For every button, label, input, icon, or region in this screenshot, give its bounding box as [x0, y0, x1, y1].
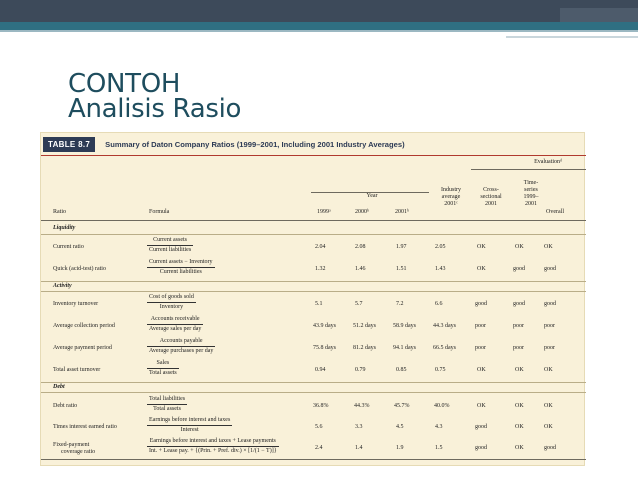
- header-overall: Overall: [546, 209, 564, 215]
- formula-denominator: Inventory: [159, 304, 184, 310]
- row-industry: 44.3 days: [433, 323, 456, 329]
- row-overall: poor: [544, 345, 555, 351]
- row-industry: 1.5: [435, 445, 443, 451]
- row-timeseries: OK: [515, 403, 524, 409]
- slide-title-line2: Analisis Rasio: [68, 94, 242, 124]
- row-industry: 40.0%: [434, 403, 450, 409]
- formula-denominator: Average sales per day: [149, 326, 202, 332]
- section-rule: [41, 291, 586, 292]
- row-ratio: Times interest earned ratio: [53, 424, 117, 430]
- formula-numerator: Earnings before interest and taxes + Lease payments: [149, 438, 276, 444]
- row-2000: 1.46: [355, 266, 366, 272]
- row-formula: [147, 417, 232, 434]
- row-1999: 0.94: [315, 367, 326, 373]
- formula-denominator: Int. + Lease pay. + {(Prin. + Pref. div.) × [1/(1 − T)]}: [149, 448, 277, 454]
- row-2001: 1.9: [396, 445, 404, 451]
- row-formula: [147, 294, 196, 311]
- section-rule: [41, 382, 586, 383]
- header-ts-3: 1999–: [523, 194, 539, 200]
- section-rule: [41, 392, 586, 393]
- section-liquidity: Liquidity: [53, 225, 76, 231]
- row-1999: 1.32: [315, 266, 326, 272]
- header-ratio: Ratio: [53, 209, 66, 215]
- row-2001: 1.51: [396, 266, 407, 272]
- row-2000: 81.2 days: [353, 345, 376, 351]
- top-bar: [0, 0, 638, 22]
- header-ts-2: series: [524, 187, 538, 193]
- row-overall: good: [544, 301, 556, 307]
- fraction-bar: [147, 245, 193, 246]
- section-debt: Debt: [53, 384, 65, 390]
- header-formula: Formula: [149, 209, 170, 215]
- row-1999: 5.1: [315, 301, 323, 307]
- row-overall: OK: [544, 244, 553, 250]
- formula-denominator: Total assets: [153, 406, 181, 412]
- row-1999: 2.04: [315, 244, 326, 250]
- formula-numerator: Earnings before interest and taxes: [149, 417, 231, 423]
- row-1999: 2.4: [315, 445, 323, 451]
- row-formula: [147, 338, 215, 355]
- row-ratio: Quick (acid-test) ratio: [53, 266, 106, 272]
- header-industry-1: Industry: [441, 187, 461, 193]
- fraction-bar: [147, 302, 196, 303]
- table-tag: TABLE 8.7: [43, 137, 95, 152]
- header-evaluation: Evaluationᵈ: [534, 159, 562, 165]
- row-ratio: Total asset turnover: [53, 367, 101, 373]
- slide-title: [68, 69, 242, 124]
- row-cross: good: [475, 424, 487, 430]
- fraction-bar: [147, 324, 203, 325]
- row-formula: [147, 438, 279, 455]
- row-formula: [147, 396, 187, 413]
- header-1999: 1999ᵃ: [317, 209, 331, 215]
- row-2000: 1.4: [355, 445, 363, 451]
- row-1999: 75.8 days: [313, 345, 336, 351]
- fraction-bar: [147, 404, 187, 405]
- row-ratio: Average payment period: [53, 345, 112, 351]
- row-1999: 36.8%: [313, 403, 329, 409]
- section-rule: [41, 281, 586, 282]
- formula-denominator: Current liabilities: [159, 269, 202, 275]
- row-2001: 4.5: [396, 424, 404, 430]
- header-2000: 2000ᵇ: [355, 209, 369, 215]
- divider-line-right: [506, 36, 638, 38]
- row-cross: OK: [477, 367, 486, 373]
- row-overall: OK: [544, 367, 553, 373]
- row-cross: OK: [477, 403, 486, 409]
- formula-numerator: Current assets − Inventory: [149, 259, 213, 265]
- row-timeseries: OK: [515, 367, 524, 373]
- row-ratio: Current ratio: [53, 244, 84, 250]
- header-ts-1: Time-: [523, 180, 539, 186]
- row-2000: 3.3: [355, 424, 363, 430]
- row-timeseries: good: [513, 301, 525, 307]
- row-formula: [147, 237, 193, 254]
- ratio-table-image: [40, 132, 585, 466]
- fraction-bar: [147, 446, 279, 447]
- header-top-rule: [41, 155, 586, 156]
- header-2001: 2001ᵇ: [395, 209, 409, 215]
- formula-numerator: Cost of goods sold: [149, 294, 194, 300]
- row-2001: 58.9 days: [393, 323, 416, 329]
- row-2000: 5.7: [355, 301, 363, 307]
- row-formula: [147, 259, 215, 276]
- row-overall: good: [544, 445, 556, 451]
- row-2001: 7.2: [396, 301, 404, 307]
- row-cross: good: [475, 301, 487, 307]
- evaluation-rule: [471, 169, 586, 170]
- formula-numerator: Total liabilities: [149, 396, 186, 402]
- row-2001: 94.1 days: [393, 345, 416, 351]
- formula-numerator: Accounts payable: [159, 338, 203, 344]
- header-ts-4: 2001: [525, 201, 537, 207]
- row-ratio: Debt ratio: [53, 403, 78, 409]
- row-timeseries: OK: [515, 244, 524, 250]
- row-timeseries: good: [513, 266, 525, 272]
- row-2001: 0.85: [396, 367, 407, 373]
- row-overall: good: [544, 266, 556, 272]
- row-cross: OK: [477, 266, 486, 272]
- row-ratio: Fixed-payment: [53, 442, 90, 448]
- top-bar-band: [0, 22, 638, 30]
- row-2001: 45.7%: [394, 403, 410, 409]
- divider-line: [0, 30, 638, 32]
- row-cross: OK: [477, 244, 486, 250]
- row-timeseries: OK: [515, 445, 524, 451]
- fraction-bar: [147, 346, 215, 347]
- section-activity: Activity: [53, 283, 72, 289]
- row-1999: 43.9 days: [313, 323, 336, 329]
- row-overall: poor: [544, 323, 555, 329]
- row-2000: 44.3%: [354, 403, 370, 409]
- row-ratio-cont: coverage ratio: [61, 449, 96, 455]
- header-industry-2: average: [441, 194, 461, 200]
- header-industry-3: 2001ᶜ: [444, 201, 458, 207]
- row-industry: 2.05: [435, 244, 446, 250]
- row-industry: 1.43: [435, 266, 446, 272]
- table-bottom-rule: [41, 459, 586, 460]
- header-cross-1: Cross-: [483, 187, 499, 193]
- row-2001: 1.97: [396, 244, 407, 250]
- row-1999: 5.6: [315, 424, 323, 430]
- slide-title-line1: CONTOH: [68, 69, 181, 99]
- row-formula: [147, 316, 203, 333]
- row-ratio: Average collection period: [53, 323, 115, 329]
- formula-denominator: Average purchases per day: [149, 348, 214, 354]
- row-ratio: Inventory turnover: [53, 301, 99, 307]
- formula-numerator: Current assets: [153, 237, 187, 243]
- row-cross: poor: [475, 345, 486, 351]
- formula-denominator: Interest: [180, 427, 199, 433]
- row-2000: 51.2 days: [353, 323, 376, 329]
- row-2000: 2.08: [355, 244, 366, 250]
- table-caption: [43, 136, 405, 152]
- formula-denominator: Current liabilities: [149, 247, 192, 253]
- row-industry: 66.5 days: [433, 345, 456, 351]
- fraction-bar: [147, 425, 232, 426]
- header-year: Year: [366, 193, 378, 199]
- row-overall: OK: [544, 424, 553, 430]
- row-industry: 0.75: [435, 367, 446, 373]
- row-timeseries: OK: [515, 424, 524, 430]
- formula-denominator: Total assets: [149, 370, 177, 376]
- row-formula: [147, 360, 179, 377]
- formula-numerator: Accounts receivable: [150, 316, 200, 322]
- section-rule: [41, 234, 586, 235]
- header-cross-3: 2001: [485, 201, 497, 207]
- row-overall: OK: [544, 403, 553, 409]
- row-industry: 4.3: [435, 424, 443, 430]
- top-bar-accent: [560, 8, 638, 22]
- fraction-bar: [147, 267, 215, 268]
- fraction-bar: [147, 368, 179, 369]
- row-cross: poor: [475, 323, 486, 329]
- header-cross-2: sectional: [480, 194, 502, 200]
- row-timeseries: poor: [513, 345, 524, 351]
- header-bottom-rule: [41, 220, 586, 221]
- row-industry: 6.6: [435, 301, 443, 307]
- row-cross: good: [475, 445, 487, 451]
- row-2000: 0.79: [355, 367, 366, 373]
- table-caption-text: Summary of Daton Company Ratios (1999–2001, Including 2001 Industry Averages): [105, 139, 405, 149]
- formula-numerator: Sales: [156, 360, 170, 366]
- row-timeseries: poor: [513, 323, 524, 329]
